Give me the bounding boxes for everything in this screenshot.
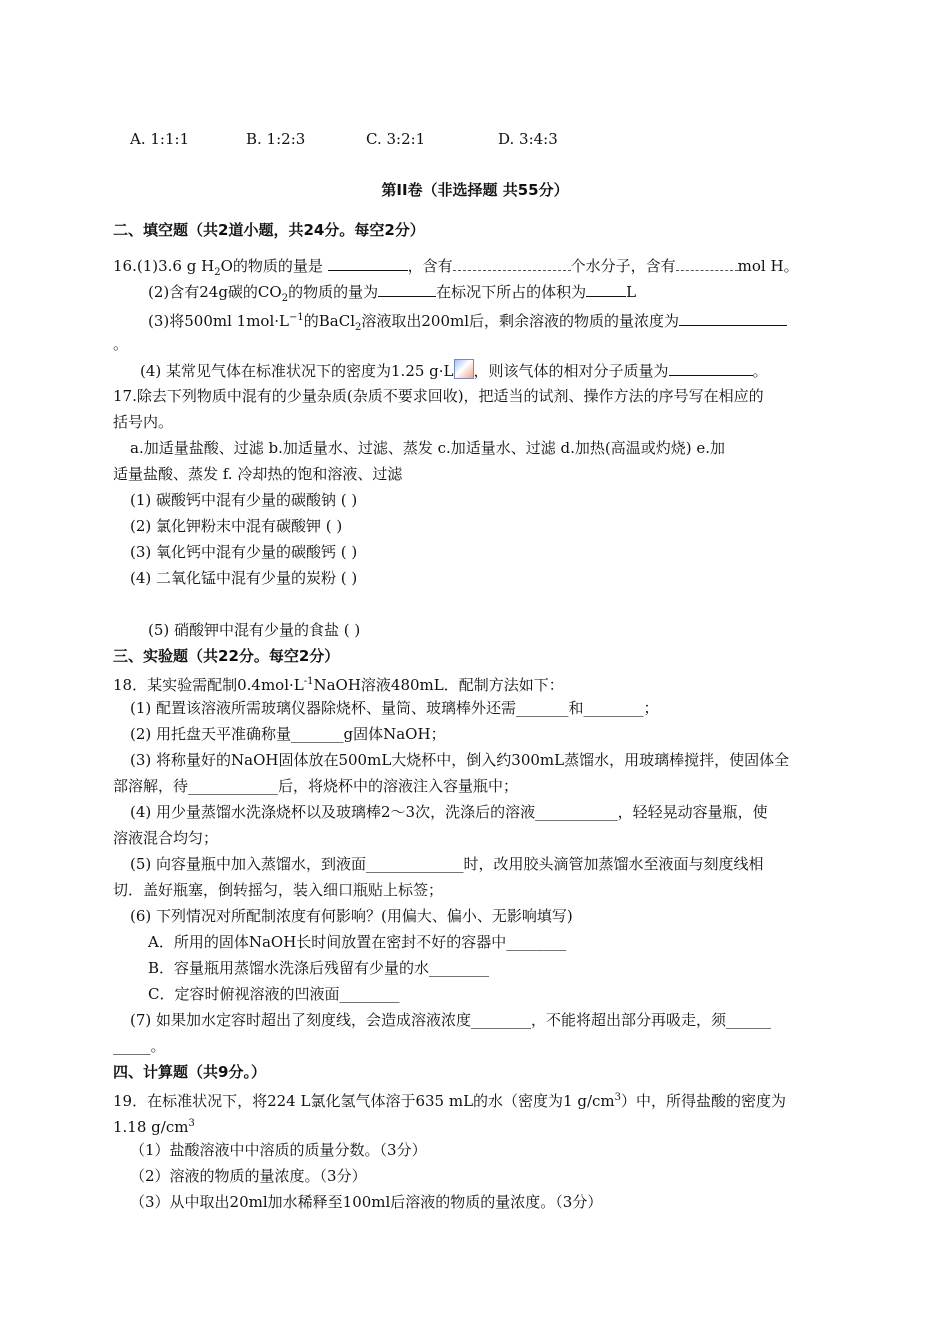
q16-part1: 16.(1)3.6 g $H_2O$的物质的量是 ，含有 个水分子，含有 mol H。 [113, 257, 799, 278]
q16-blank-6 [679, 311, 787, 326]
q19-sub-2: （2）溶液的物质的量浓度。（3分） [130, 1167, 367, 1185]
q18-step-7a: (7) 如果加水定容时超出了刻度线，会造成溶液浓度________，不能将超出部分再吸走，须______ [130, 1011, 772, 1029]
q18-step-6c: C．定容时俯视溶液的凹液面________ [148, 985, 400, 1003]
part2-title: 第II卷（非选择题 共55分） [381, 181, 569, 199]
q17-stem-2: 括号内。 [113, 413, 174, 431]
q19-sub-3: （3）从中取出20ml加水稀释至100ml后溶液的物质的量浓度。（3分） [130, 1193, 603, 1211]
option-b: B. 1:2:3 [246, 130, 306, 148]
q18-step-1: (1) 配置该溶液所需玻璃仪器除烧杯、量筒、玻璃棒外还需_______和________； [130, 699, 659, 717]
q19-stem-1: 19．在标准状况下，将224 L氯化氢气体溶于635 mL的水（密度为1 $g/cm^3$）中，所得盐酸的密度为 [113, 1092, 787, 1110]
section4-heading: 四、计算题（共9分。） [113, 1063, 266, 1081]
q16-part3-tail: 。 [113, 335, 129, 353]
q17-item-1: (1) 碳酸钙中混有少量的碳酸钠 ( ) [130, 491, 358, 509]
q18-step-6a: A．所用的固体NaOH长时间放置在密封不好的容器中________ [148, 933, 567, 951]
q16-blank-7 [669, 361, 753, 376]
q17-item-3: (3) 氧化钙中混有少量的碳酸钙 ( ) [130, 543, 358, 561]
q16-part2: (2)含有24g碳的$CO_2$的物质的量为 在标况下所占的体积为 L [148, 283, 637, 304]
q18-step-4a: (4) 用少量蒸馏水洗涤烧杯以及玻璃棒2～3次，洗涤后的溶液___________，轻轻晃动容量瓶，使 [130, 803, 768, 821]
q17-item-5: (5) 硝酸钾中混有少量的食盐 ( ) [148, 621, 361, 639]
section3-heading: 三、实验题（共22分。每空2分） [113, 647, 340, 665]
broken-image-icon [454, 359, 474, 379]
q18-step-7b: _____。 [113, 1037, 166, 1055]
q16-part4: (4) 某常见气体在标准状况下的密度为1.25 g·L ，则该气体的相对分子质量为 。 [140, 359, 768, 381]
q18-stem: 18．某实验需配制$0.4mol\cdot L^{-1}NaOH$溶液480mL．配制方法如下： [113, 676, 564, 694]
q18-step-4b: 溶液混合均匀； [113, 829, 219, 847]
q17-item-4: (4) 二氧化锰中混有少量的炭粉 ( ) [130, 569, 358, 587]
q16-blank-3 [676, 256, 738, 271]
q19-sub-1: （1）盐酸溶液中中溶质的质量分数。（3分） [130, 1141, 427, 1159]
q16-blank-4 [378, 282, 436, 297]
q17-stem-1: 17.除去下列物质中混有的少量杂质(杂质不要求回收)，把适当的试剂、操作方法的序号写在相应的 [113, 387, 764, 405]
q19-stem-2: 1.18 $g/cm^3$ [113, 1118, 195, 1136]
q18-step-5b: 切．盖好瓶塞，倒转摇匀，装入细口瓶贴上标签； [113, 881, 444, 899]
q17-methods-1: a.加适量盐酸、过滤 b.加适量水、过滤、蒸发 c.加适量水、过滤 d.加热(高温或灼烧) e.加 [130, 439, 726, 457]
q18-step-6b: B．容量瓶用蒸馏水洗涤后残留有少量的水________ [148, 959, 490, 977]
q18-step-3b: 部溶解，待____________后，将烧杯中的溶液注入容量瓶中； [113, 777, 519, 795]
q16-blank-2 [453, 256, 571, 271]
option-d: D. 3:4:3 [498, 130, 558, 148]
section2-heading: 二、填空题（共2道小题，共24分。每空2分） [113, 221, 425, 239]
option-c: C. 3:2:1 [366, 130, 426, 148]
q16-blank-5 [586, 282, 626, 297]
q17-item-2: (2) 氯化钾粉末中混有碳酸钾 ( ) [130, 517, 343, 535]
q16-part3: (3)将500ml $1mol\cdot L^{-1}$的BaCl$_2$溶液取出200ml后，剩余溶液的物质的量浓度为 [148, 308, 787, 338]
q17-methods-2: 适量盐酸、蒸发 f. 冷却热的饱和溶液、过滤 [113, 465, 403, 483]
q18-step-2: (2) 用托盘天平准确称量_______g固体NaOH； [130, 725, 446, 743]
q16-blank-1 [328, 256, 408, 271]
q18-step-3a: (3) 将称量好的NaOH固体放在500mL大烧杯中，倒入约300mL蒸馏水，用玻璃棒搅拌，使固体全 [130, 751, 790, 769]
q18-step-6: (6) 下列情况对所配制浓度有何影响？(用偏大、偏小、无影响填写) [130, 907, 573, 925]
option-a: A. 1:1:1 [130, 130, 190, 148]
q18-step-5a: (5) 向容量瓶中加入蒸馏水，到液面_____________时，改用胶头滴管加蒸馏水至液面与刻度线相 [130, 855, 764, 873]
